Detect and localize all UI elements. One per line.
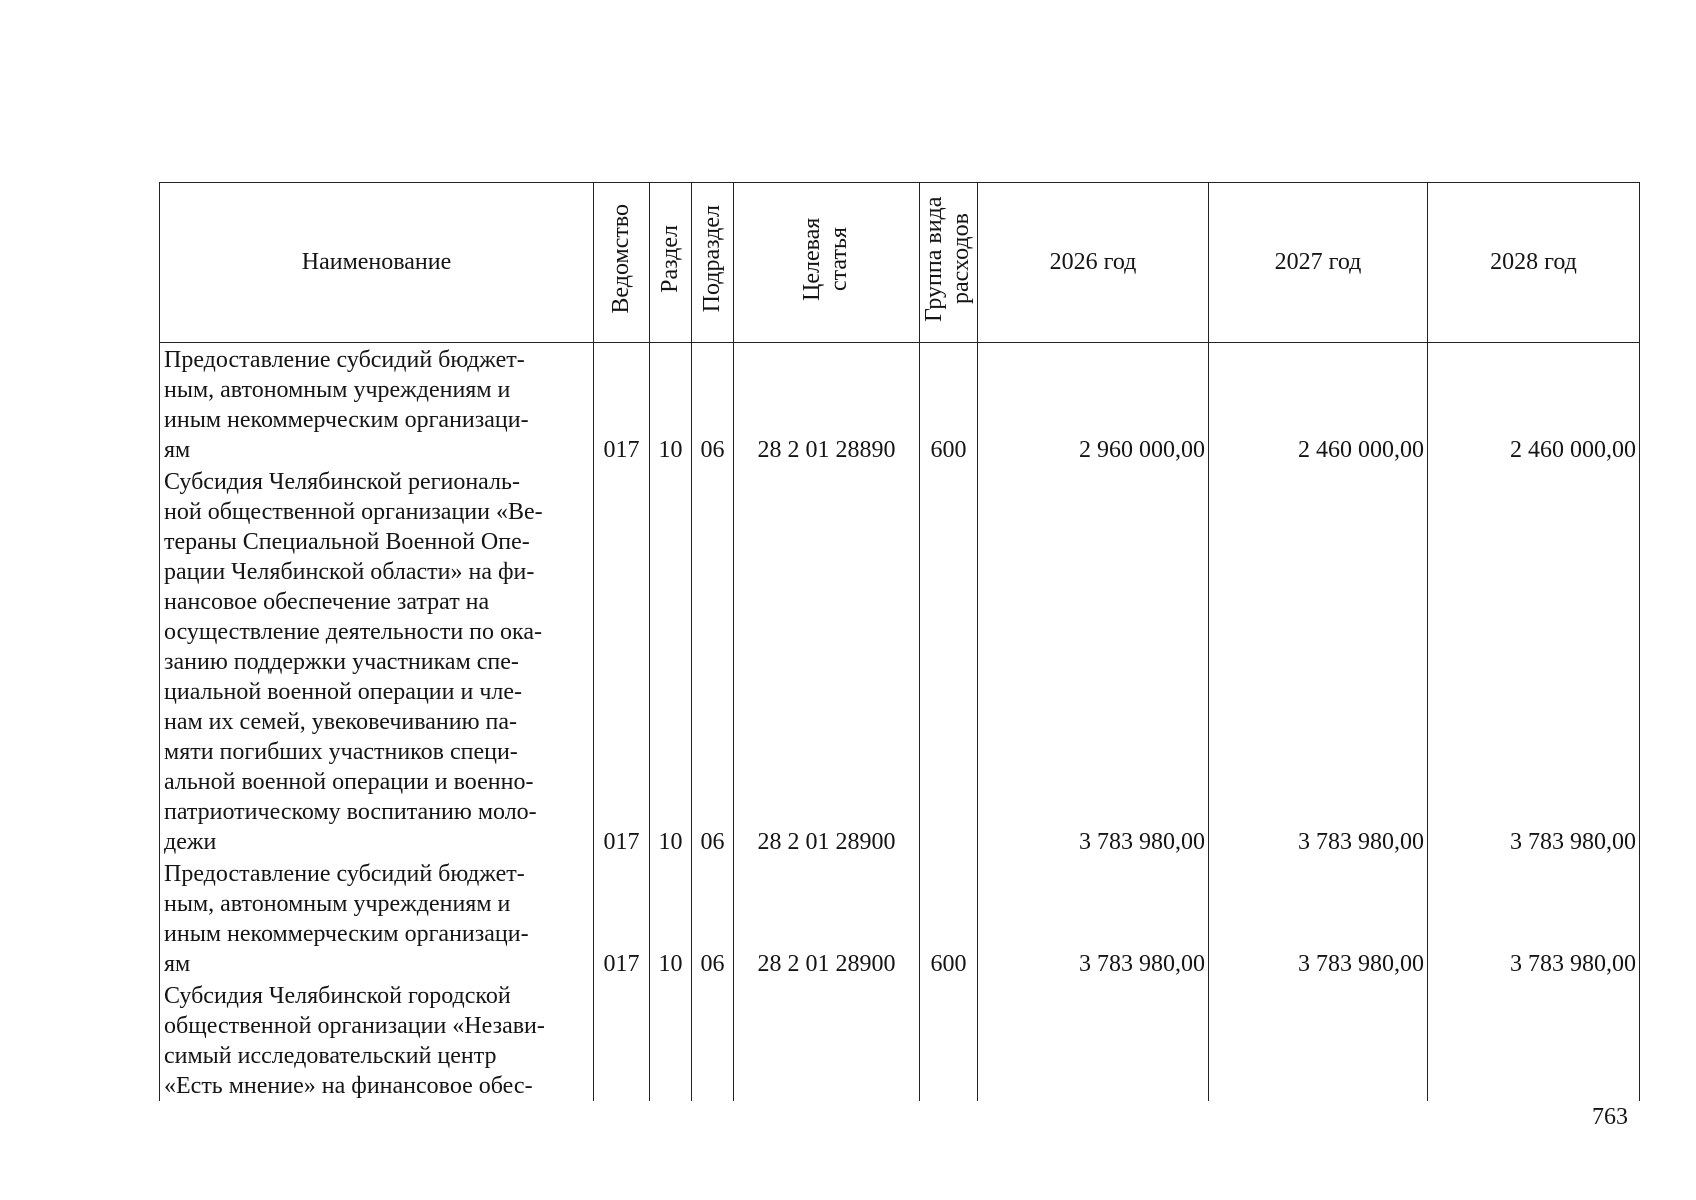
row-department-cell: 017 [594,343,650,466]
header-section: Раздел [650,183,692,343]
row-sum-2027-cell [1209,979,1428,1101]
row-name-line: мяти погибших участников специ- [164,739,518,765]
row-target-article-cell: 28 2 01 28890 [734,343,920,466]
row-name-line: тераны Специальной Военной Опе- [164,529,530,555]
header-department: Ведомство [594,183,650,343]
row-section-cell [650,979,692,1101]
row-name-line: ным, автономным учреждениям и [164,891,511,917]
row-name-cell [160,979,594,1101]
row-name-line: симый исследовательский центр [164,1043,497,1069]
row-sum-2026-cell [978,979,1209,1101]
row-sum-2028-cell: 3 783 980,00 [1428,465,1640,857]
row-name-line: Субсидия Челябинской городской [164,983,511,1009]
row-sum-2027-cell: 3 783 980,00 [1209,465,1428,857]
row-name-line: ям [164,951,191,977]
row-name-line: ям [164,437,191,463]
row-department-cell: 017 [594,857,650,979]
row-sum-2028-cell [1428,979,1640,1101]
row-name-line: Предоставление субсидий бюджет- [164,347,525,373]
row-name-line: Предоставление субсидий бюджет- [164,861,525,887]
header-subsection: Подраздел [692,183,734,343]
row-sum-2028-cell: 2 460 000,00 [1428,343,1640,466]
row-name-cell [160,857,594,979]
page-number: 763 [1592,1104,1628,1130]
row-name-line: циальной военной операции и чле- [164,679,523,705]
header-year-2027: 2027 год [1209,183,1428,343]
table-row [160,343,1640,466]
header-expense-group: Группа вида расходов [920,183,978,343]
row-expense-group-cell [920,465,978,857]
row-name-line: Субсидия Челябинской региональ- [164,469,520,495]
row-expense-group-cell: 600 [920,857,978,979]
row-name-line: иным некоммерческим организаци- [164,407,529,433]
row-name-line: занию поддержки участникам спе- [164,649,519,675]
table-row [160,465,1640,857]
row-sum-2028-cell: 3 783 980,00 [1428,857,1640,979]
row-name-cell [160,465,594,857]
row-subsection-cell: 06 [692,343,734,466]
row-target-article-cell: 28 2 01 28900 [734,857,920,979]
row-sum-2026-cell: 3 783 980,00 [978,857,1209,979]
header-target-article: Целевая статья [734,183,920,343]
row-sum-2026-cell: 2 960 000,00 [978,343,1209,466]
row-subsection-cell: 06 [692,465,734,857]
row-department-cell: 017 [594,465,650,857]
row-section-cell: 10 [650,857,692,979]
row-name-cell [160,343,594,466]
row-expense-group-cell [920,979,978,1101]
row-target-article-cell: 28 2 01 28900 [734,465,920,857]
row-subsection-cell [692,979,734,1101]
header-year-2028: 2028 год [1428,183,1640,343]
row-department-cell [594,979,650,1101]
header-year-2026: 2026 год [978,183,1209,343]
row-sum-2027-cell: 2 460 000,00 [1209,343,1428,466]
row-sum-2026-cell: 3 783 980,00 [978,465,1209,857]
row-name-line: ным, автономным учреждениям и [164,377,511,403]
row-subsection-cell: 06 [692,857,734,979]
table-header-row [160,183,1640,343]
row-target-article-cell [734,979,920,1101]
row-sum-2027-cell: 3 783 980,00 [1209,857,1428,979]
row-name-line: ной общественной организации «Ве- [164,499,543,525]
row-name-line: нансовое обеспечение затрат на [164,589,490,615]
row-name-line: дежи [164,829,217,855]
row-name-line: «Есть мнение» на финансовое обес- [164,1073,533,1099]
row-name-line: альной военной операции и военно- [164,769,534,795]
row-name-line: общественной организации «Незави- [164,1013,545,1039]
row-expense-group-cell: 600 [920,343,978,466]
row-name-line: рации Челябинской области» на фи- [164,559,535,585]
row-name-line: патриотическому воспитанию моло- [164,799,537,825]
row-name-line: нам их семей, увековечиванию па- [164,709,518,735]
header-name: Наименование [160,183,594,343]
row-section-cell: 10 [650,343,692,466]
table-row [160,857,1640,979]
table-row [160,979,1640,1101]
row-name-line: иным некоммерческим организаци- [164,921,529,947]
budget-table [159,182,1640,1101]
row-section-cell: 10 [650,465,692,857]
row-name-line: осуществление деятельности по ока- [164,619,542,645]
